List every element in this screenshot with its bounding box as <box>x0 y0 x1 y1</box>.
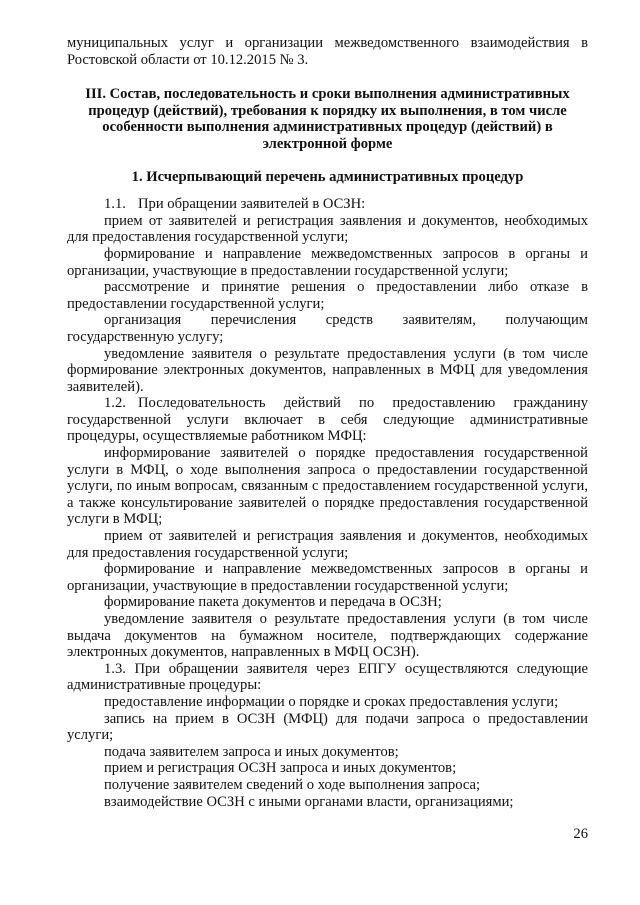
list-item: прием от заявителей и регистрация заявления и документов, необходимых для предоставления государственной услуги; <box>67 212 588 246</box>
item-1-2-label: 1.2. <box>104 395 126 412</box>
list-item: получение заявителем сведений о ходе выполнения запроса; <box>104 776 481 793</box>
list-item: уведомление заявителя о результате предоставления услуги (в том числе выдача документов на бумажном носителе, подтверждающих содержание электронных документов, направленных в МФЦ ОСЗН). <box>67 611 588 661</box>
list-item: организация перечисления средств заявителям, получающим государственную услугу; <box>67 312 588 345</box>
list-item: рассмотрение и принятие решения о предоставлении либо отказе в предоставлении государственной услуги; <box>67 279 588 312</box>
list-item: взаимодействие ОСЗН с иными органами власти, организациями; <box>104 793 514 810</box>
item-1-2-paragraph <box>67 395 588 445</box>
list-item: подача заявителем запроса и иных документов; <box>104 743 399 760</box>
list-item: предоставление информации о порядке и сроках предоставления услуги; <box>104 693 559 710</box>
subheading: 1. Исчерпывающий перечень административных процедур <box>131 168 524 185</box>
list-item: формирование и направление межведомственных запросов в органы и организации, участвующие в предоставлении государственной услуги; <box>67 561 588 594</box>
document-page <box>67 35 588 810</box>
item-1-1-text: При обращении заявителей в ОСЗН: <box>138 196 366 213</box>
intro-paragraph: муниципальных услуг и организации межведомственного взаимодействия в Ростовской области от 10.12.2015 № 3. <box>67 35 588 68</box>
list-item: прием от заявителей и регистрация заявления и документов, необходимых для предоставления государственной услуги; <box>67 528 588 561</box>
item-1-3-label: 1.3. <box>104 660 126 677</box>
list-item: формирование пакета документов и передача в ОСЗН; <box>104 594 442 611</box>
section-heading: III. Состав, последовательность и сроки выполнения административных процедур (действий), требования к порядку их выполнения, в том числе особенности выполнения административных процедур (действий) в электронной форме <box>85 86 570 152</box>
item-1-2-text: Последовательность действий по предоставлению гражданину государственной услуги включает в себя следующие административные процедуры, осуществляемые работником МФЦ: <box>67 395 588 445</box>
list-item: информирование заявителей о порядке предоставления государственной услуги в МФЦ, о ходе выполнения запроса о предоставлении государственной услуги, по иным вопросам, связанным с предоставлением государственной услуги, а также консультирование заявителей о порядке предоставления государственной услуги в МФЦ; <box>67 445 588 528</box>
item-1-3-text: При обращении заявителя через ЕПГУ осуществляются следующие административные процедуры: <box>67 660 588 694</box>
list-item: формирование и направление межведомственных запросов в органы и организации, участвующие в предоставлении государственной услуги; <box>67 245 588 279</box>
list-item: уведомление заявителя о результате предоставления услуги (в том числе формирование электронных документов, направленных в МФЦ для уведомления заявителей). <box>67 345 588 395</box>
list-item: запись на прием в ОСЗН (МФЦ) для подачи запроса о предоставлении услуги; <box>67 710 588 744</box>
list-item: прием и регистрация ОСЗН запроса и иных документов; <box>104 760 457 777</box>
page-number: 26 <box>573 826 588 842</box>
item-1-1-label: 1.1. <box>104 196 126 213</box>
item-1-3-paragraph <box>67 661 588 694</box>
item-1-1-paragraph <box>67 196 588 213</box>
